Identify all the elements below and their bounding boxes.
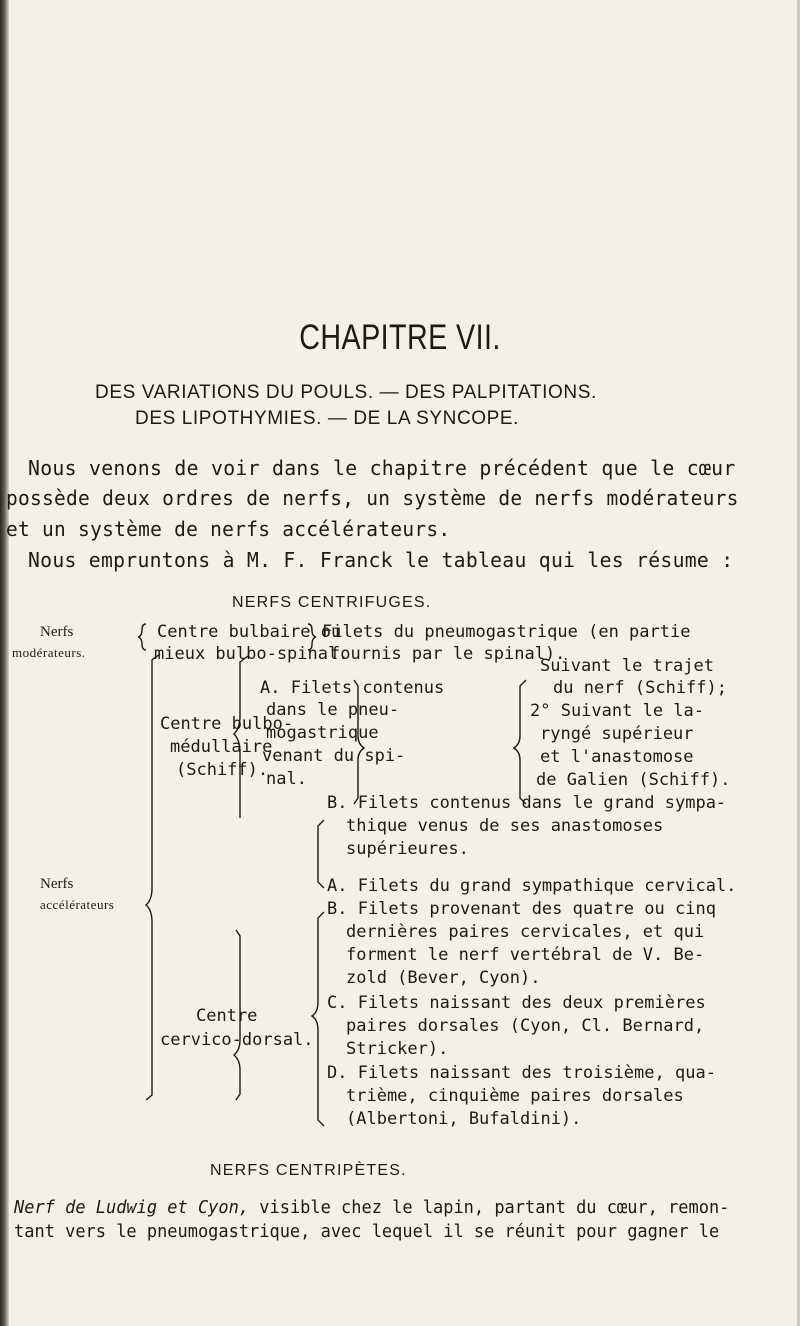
intro-line-3: et un système de nerfs accélérateurs. [6,517,451,541]
label-nerfs-moderateurs-2: modérateurs. [12,645,86,660]
section-heading-centrifuges: NERFS CENTRIFUGES. [232,594,432,611]
section-heading-centripetes: NERFS CENTRIPÈTES. [210,1162,407,1179]
centripetes-line1-rest: visible chez le lapin, partant du cœur, remon- [249,1198,730,1218]
cervico-b-line4: zold (Bever, Cyon). [346,968,541,988]
intro-line-1: Nous venons de voir dans le chapitre précédent que le cœur [28,456,736,480]
centre-cervico-line2: cervico-dorsal. [160,1030,314,1050]
brace-filets-b [318,820,324,888]
filets-a-line3: mogastrique [266,723,379,743]
centre-bulbo-line3: (Schiff). [176,760,269,780]
centre-cervico-line1: Centre [196,1006,258,1026]
suivant-line3: 2° Suivant le la- [530,701,704,721]
chapter-title: CHAPITRE VII. [299,318,501,357]
centripetes-nerf-name: Nerf de Ludwig et Cyon, [14,1198,250,1218]
chapter-subtitle-line2: DES LIPOTHYMIES. — DE LA SYNCOPE. [135,408,520,429]
suivant-line1: Suivant le trajet [540,656,714,676]
suivant-line4: ryngé supérieur [540,724,694,744]
brace-cervico-items [312,912,324,1126]
cervico-c-line3: Stricker). [346,1039,449,1059]
centripetes-line-2: tant vers le pneumogastrique, avec lequel il se réunit pour gagner le [14,1222,720,1242]
chapter-subtitle-line1: DES VARIATIONS DU POULS. — DES PALPITATIONS. [95,382,597,403]
filets-pneumogastrique-line1: Filets du pneumogastrique (en partie [322,622,691,642]
filets-a-line4: venant du spi- [262,746,406,766]
label-nerfs-moderateurs-1: Nerfs [40,624,74,640]
centre-bulbaire-line2: mieux bulbo-spinal. [154,644,349,664]
cervico-d-line2: trième, cinquième paires dorsales [346,1086,684,1106]
filets-pneumogastrique-line2: fournis par le spinal). [330,644,566,664]
suivant-line2: du nerf (Schiff); [553,678,727,698]
suivant-line6: de Galien (Schiff). [536,770,731,790]
cervico-c-line2: paires dorsales (Cyon, Cl. Bernard, [346,1016,705,1036]
intro-line-2: possède deux ordres de nerfs, un système de nerfs modérateurs [6,486,739,510]
filets-a-line2: dans le pneu- [266,700,400,720]
filets-a-line1: A. Filets contenus [260,678,445,698]
centre-bulbo-line1: Centre bulbo- [160,714,294,734]
centre-bulbaire-line1: Centre bulbaire ou [157,622,342,642]
cervico-a: A. Filets du grand sympathique cervical. [327,876,737,896]
filets-a-line5: nal. [266,769,307,789]
brace-accelerateurs [146,654,160,1100]
cervico-b-line1: B. Filets provenant des quatre ou cinq [327,899,716,919]
cervico-b-line2: dernières paires cervicales, et qui [346,922,705,942]
cervico-d-line3: (Albertoni, Bufaldini). [346,1109,582,1129]
filets-b-line3: supérieures. [346,839,469,859]
suivant-line5: et l'anastomose [540,747,694,767]
label-nerfs-accelerateurs-1: Nerfs [40,876,74,892]
label-nerfs-accelerateurs-2: accélérateurs [40,897,115,912]
filets-b-line2: thique venus de ses anastomoses [346,816,664,836]
cervico-c-line1: C. Filets naissant des deux premières [327,993,706,1013]
cervico-b-line3: forment le nerf vertébral de V. Be- [346,945,705,965]
brace-suivant [514,680,526,804]
filets-b-line1: B. Filets contenus dans le grand sympa- [327,793,727,813]
brace-moderateurs-left [138,624,146,650]
intro-line-4: Nous empruntons à M. F. Franck le tableau qui les résume : [28,548,734,572]
centre-bulbo-line2: médullaire [170,737,273,757]
cervico-d-line1: D. Filets naissant des troisième, qua- [327,1063,716,1083]
centripetes-line-1 [14,1198,729,1218]
